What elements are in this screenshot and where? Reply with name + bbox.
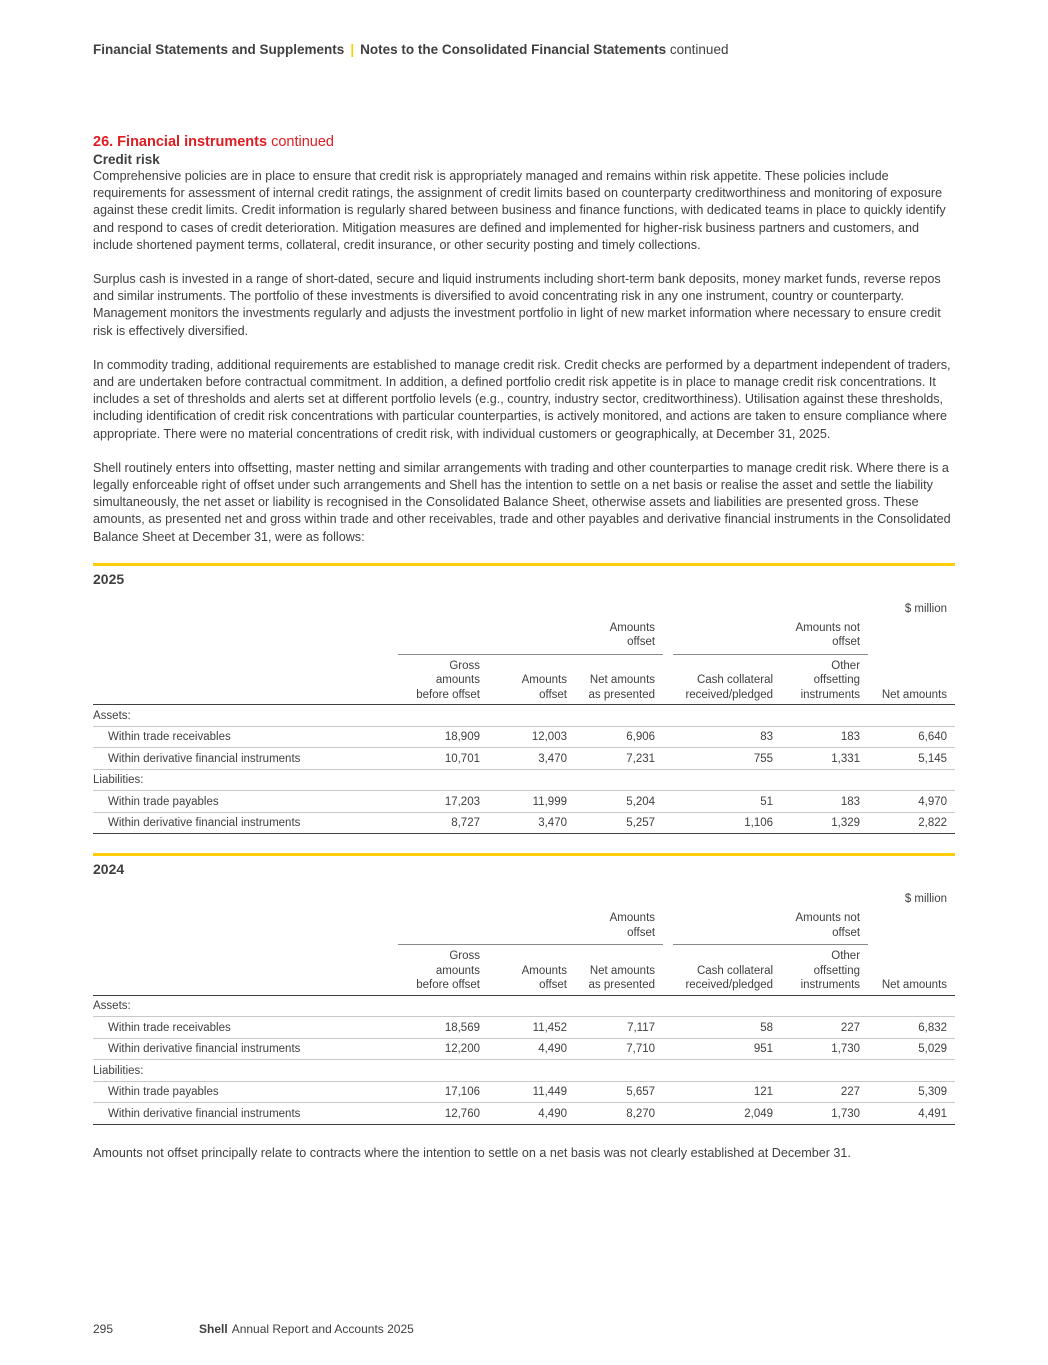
row-label: Within trade payables: [93, 1081, 398, 1103]
paragraph: In commodity trading, additional requirements are established to manage credit risk. Credit checks are performed by a department independent of traders, and are undertaken before contractual commitment. In addition, a defined portfolio credit risk appetite is in place to manage credit risk concentrations. It includes a set of thresholds and alerts set at different portfolio levels (e.g., country, industry sector, creditworthiness). Utilisation against these thresholds, including identification of credit risk concentrations with particular counterparties, is actively monitored, and actions are taken to ensure compliance where appropriate. There were no material concentrations of credit risk, with individual customers or geographically, at December 31, 2025.: [93, 357, 951, 441]
col-other-offsetting: Other offsetting instruments: [781, 945, 868, 996]
footnote: Amounts not offset principally relate to contracts where the intention to settle on a net basis was not clearly established at December 31.: [93, 1145, 851, 1160]
cell-value: 3,470: [488, 748, 575, 770]
cell-value: 5,204: [575, 791, 663, 813]
table-row: [93, 1060, 955, 1082]
cell-value: 11,452: [488, 1017, 575, 1039]
row-label: Within trade receivables: [93, 726, 398, 748]
cell-value: 8,270: [575, 1103, 663, 1125]
cell-value: 1,106: [673, 812, 781, 834]
col-net-presented: Net amounts as presented: [575, 654, 663, 705]
row-label: Within trade receivables: [93, 1017, 398, 1039]
section-label-assets: Assets:: [93, 995, 398, 1017]
page-footer: [93, 1322, 414, 1336]
col-net-amounts: Net amounts: [868, 945, 955, 996]
cell-value: 7,710: [575, 1038, 663, 1060]
cell-value: 7,231: [575, 748, 663, 770]
cell-value: 11,449: [488, 1081, 575, 1103]
column-header-row: [93, 945, 955, 996]
cell-value: 58: [673, 1017, 781, 1039]
group-amounts-offset: Amounts offset: [398, 617, 663, 655]
cell-value: 183: [781, 791, 868, 813]
note-continued: continued: [271, 134, 334, 150]
table-row: [93, 1017, 955, 1039]
cell-value: 6,906: [575, 726, 663, 748]
cell-value: 11,999: [488, 791, 575, 813]
paragraph: Comprehensive policies are in place to ensure that credit risk is appropriately managed and remains within risk appetite. These policies include requirements for assessment of internal credit ratings, the assignment of credit limits based on counterparty creditworthiness and monitoring of exposure against these credit limits. Credit information is regularly shared between business and finance functions, with dedicated teams in place to quickly identify and respond to cases of credit deterioration. Mitigation measures are defined and implemented for higher-risk business partners and customers, and include shortened payment terms, collateral, credit insurance, or other security posting and timely collections.: [93, 169, 946, 252]
footer-title: Annual Report and Accounts 2025: [231, 1322, 414, 1336]
cell-value: 17,203: [398, 791, 488, 813]
cell-value: 183: [781, 726, 868, 748]
cell-value: 83: [673, 726, 781, 748]
cell-value: 7,117: [575, 1017, 663, 1039]
year-divider: [93, 563, 955, 591]
col-other-offsetting: Other offsetting instruments: [781, 654, 868, 705]
cell-value: 5,657: [575, 1081, 663, 1103]
table-year: 2025: [93, 570, 125, 587]
row-label: Within derivative financial instruments: [93, 812, 398, 834]
table-row: [93, 726, 955, 748]
page-number: 295: [93, 1322, 114, 1336]
cell-value: 4,970: [868, 791, 955, 813]
group-amounts-offset: Amounts offset: [398, 907, 663, 945]
col-amounts-offset: Amounts offset: [488, 654, 575, 705]
paragraph: Surplus cash is invested in a range of short-dated, secure and liquid instruments including short-term bank deposits, money market funds, reverse repos and similar instruments. The portfolio of these investments is diversified to avoid concentrating risk in any one instrument, country or counterparty. Management monitors the investments regularly and adjusts the investment portfolio in light of new market information where necessary to ensure credit risk is effectively diversified.: [93, 272, 941, 338]
cell-value: 6,640: [868, 726, 955, 748]
cell-value: 12,760: [398, 1103, 488, 1125]
running-header: [93, 42, 728, 57]
offset-table-2024: [93, 853, 955, 1125]
paragraph: Shell routinely enters into offsetting, master netting and similar arrangements with trading and other counterparties to manage credit risk. Where there is a legally enforceable right of offset under such arrangements and Shell has the intention to settle on a net basis or realise the asset and settle the liability simultaneously, the net asset or liability is recognised in the Consolidated Balance Sheet, otherwise assets and liabilities are presented gross. These amounts, as presented net and gross within trade and other receivables, trade and other payables and derivative financial instruments in the Consolidated Balance Sheet at December 31, were as follows:: [93, 460, 951, 544]
col-amounts-offset: Amounts offset: [488, 945, 575, 996]
group-header-row: [93, 617, 955, 655]
note-content: [93, 134, 955, 1160]
cell-value: 12,003: [488, 726, 575, 748]
cell-value: 5,029: [868, 1038, 955, 1060]
table-row: [93, 995, 955, 1017]
cell-value: 18,569: [398, 1017, 488, 1039]
table-row: [93, 791, 955, 813]
cell-value: 51: [673, 791, 781, 813]
cell-value: 227: [781, 1017, 868, 1039]
note-title: [93, 134, 955, 151]
cell-value: 5,309: [868, 1081, 955, 1103]
cell-value: 951: [673, 1038, 781, 1060]
header-subsection: Notes to the Consolidated Financial Statements: [360, 42, 667, 57]
section-label-assets: Assets:: [93, 705, 398, 727]
cell-value: 5,145: [868, 748, 955, 770]
cell-value: 755: [673, 748, 781, 770]
cell-value: 2,049: [673, 1103, 781, 1125]
table-row: [93, 769, 955, 791]
cell-value: 17,106: [398, 1081, 488, 1103]
row-label: Within derivative financial instruments: [93, 1103, 398, 1125]
table-row: [93, 1081, 955, 1103]
column-header-row: [93, 654, 955, 705]
cell-value: 1,730: [781, 1038, 868, 1060]
table-row: [93, 812, 955, 834]
cell-value: 1,331: [781, 748, 868, 770]
col-cash-collateral: Cash collateral received/pledged: [673, 945, 781, 996]
table-row: [93, 1103, 955, 1125]
row-label: Within derivative financial instruments: [93, 748, 398, 770]
cell-value: 4,490: [488, 1103, 575, 1125]
cell-value: 1,730: [781, 1103, 868, 1125]
offset-table: [93, 907, 955, 1125]
cell-value: 3,470: [488, 812, 575, 834]
group-amounts-not-offset: Amounts not offset: [673, 617, 868, 655]
offset-table-2025: [93, 563, 955, 835]
cell-value: 1,329: [781, 812, 868, 834]
col-cash-collateral: Cash collateral received/pledged: [673, 654, 781, 705]
offset-table: [93, 617, 955, 835]
subheading-credit-risk: Credit risk: [93, 152, 160, 167]
cell-value: 6,832: [868, 1017, 955, 1039]
group-amounts-not-offset: Amounts not offset: [673, 907, 868, 945]
cell-value: 121: [673, 1081, 781, 1103]
cell-value: 5,257: [575, 812, 663, 834]
cell-value: 12,200: [398, 1038, 488, 1060]
year-divider: [93, 853, 955, 881]
footer-brand: Shell: [199, 1322, 228, 1336]
cell-value: 227: [781, 1081, 868, 1103]
row-label: Within derivative financial instruments: [93, 1038, 398, 1060]
cell-value: 8,727: [398, 812, 488, 834]
cell-value: 18,909: [398, 726, 488, 748]
cell-value: 10,701: [398, 748, 488, 770]
col-gross: Gross amounts before offset: [398, 654, 488, 705]
cell-value: 4,490: [488, 1038, 575, 1060]
group-header-row: [93, 907, 955, 945]
row-label: Within trade payables: [93, 791, 398, 813]
note-number-title: 26. Financial instruments: [93, 134, 268, 150]
table-row: [93, 1038, 955, 1060]
cell-value: 2,822: [868, 812, 955, 834]
section-label-liabilities: Liabilities:: [93, 769, 398, 791]
col-net-presented: Net amounts as presented: [575, 945, 663, 996]
table-row: [93, 705, 955, 727]
col-net-amounts: Net amounts: [868, 654, 955, 705]
section-label-liabilities: Liabilities:: [93, 1060, 398, 1082]
cell-value: 4,491: [868, 1103, 955, 1125]
header-continued: continued: [669, 42, 729, 57]
header-section: Financial Statements and Supplements: [93, 42, 345, 57]
table-row: [93, 748, 955, 770]
header-separator: |: [350, 42, 355, 57]
table-year: 2024: [93, 861, 125, 878]
unit-label: $ million: [904, 602, 947, 615]
col-gross: Gross amounts before offset: [398, 945, 488, 996]
unit-label: $ million: [904, 893, 947, 906]
